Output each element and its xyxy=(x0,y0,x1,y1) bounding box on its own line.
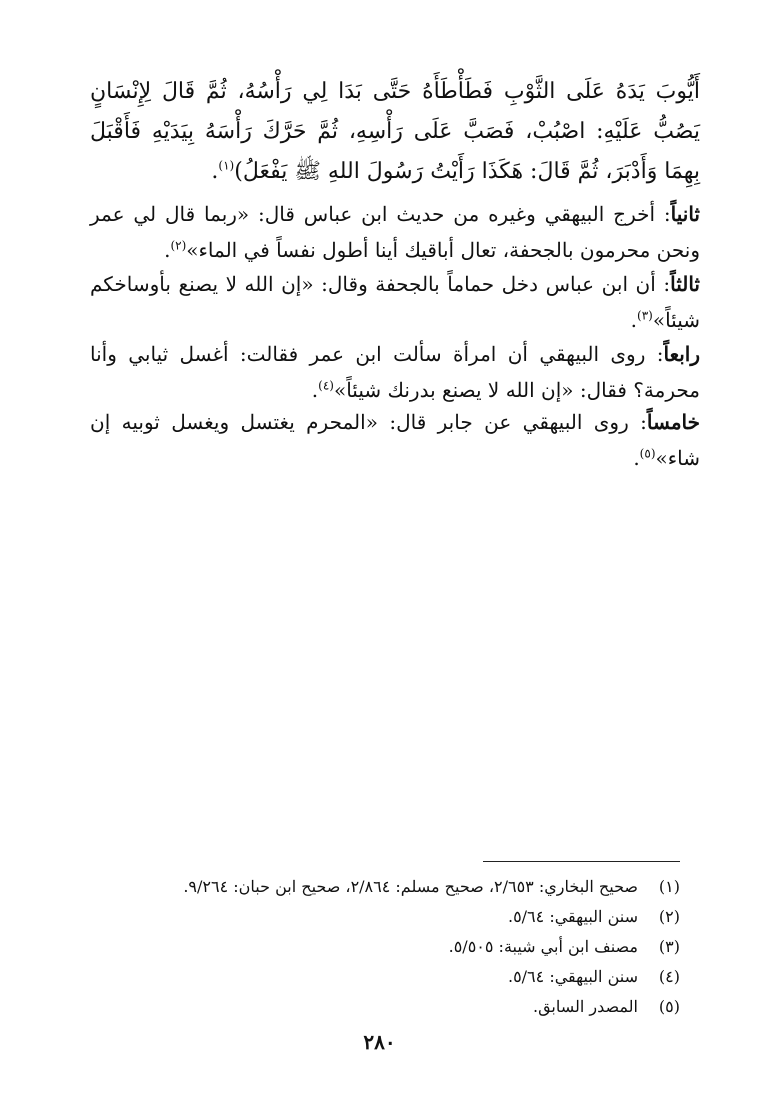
footnote-divider xyxy=(483,861,680,862)
paragraph-lead: ثالثاً xyxy=(670,272,700,296)
paragraph-end: . xyxy=(633,446,640,470)
paragraph-end: . xyxy=(164,238,171,262)
footnote-number: (٤) xyxy=(658,967,680,986)
hadith-text xyxy=(90,72,700,192)
footnotes-list xyxy=(90,872,680,1022)
paragraph-lead: ثانياً xyxy=(670,202,700,226)
paragraph-fifth xyxy=(90,404,700,476)
footnote-text: المصدر السابق. xyxy=(532,997,638,1016)
hadith-end: . xyxy=(211,159,219,184)
paragraph-text: : روى البيهقي عن جابر قال: «المحرم يغتسل ويغسل ثوبيه إن شاء» xyxy=(90,410,700,470)
paragraph-text: : روى البيهقي أن امرأة سألت ابن عمر فقالت: أغسل ثيابي وأنا محرمة؟ فقال: «إن الله لا يصنع بدرنك شيئاً» xyxy=(90,342,700,402)
footnote-ref-2: (٢) xyxy=(170,238,187,253)
footnote-ref-3: (٣) xyxy=(637,308,653,323)
footnote-item xyxy=(90,962,680,992)
footnote-text: مصنف ابن أبي شيبة: ٥/٥٠٥. xyxy=(448,937,638,956)
footnote-number: (٣) xyxy=(658,937,680,956)
hadith-body: أَيُّوبَ يَدَهُ عَلَى الثَّوْبِ فَطَأْطَأَهُ حَتَّى بَدَا لِي رَأْسُهُ، ثُمَّ قَالَ لِإِنْسَانٍ يَصُبُّ عَلَيْهِ: اصْبُبْ، فَصَبَّ عَلَى رَأْسِهِ، ثُمَّ حَرَّكَ رَأْسَهُ بِيَدَيْهِ فَأَقْبَلَ بِهِمَا وَأَدْبَرَ، ثُمَّ قَالَ: هَكَذَا رَأَيْتُ رَسُولَ اللهِ ﷺ يَفْعَلُ) xyxy=(90,79,700,184)
footnote-text: سنن البيهقي: ٥/٦٤. xyxy=(507,967,638,986)
footnote-ref-1: (١) xyxy=(218,158,235,173)
footnote-number: (٥) xyxy=(658,997,680,1016)
footnote-item xyxy=(90,992,680,1022)
footnote-item xyxy=(90,932,680,962)
footnote-ref-4: (٤) xyxy=(318,378,334,393)
paragraph-text: : أن ابن عباس دخل حماماً بالجحفة وقال: «إن الله لا يصنع بأوساخكم شيئاً» xyxy=(90,272,700,332)
paragraph-lead: رابعاً xyxy=(663,342,700,366)
footnote-text: سنن البيهقي: ٥/٦٤. xyxy=(507,907,638,926)
paragraph-lead: خامساً xyxy=(646,410,700,434)
paragraph-fourth xyxy=(90,336,700,408)
paragraph-end: . xyxy=(630,308,637,332)
paragraph-third xyxy=(90,266,700,338)
footnote-item xyxy=(90,872,680,902)
paragraph-second xyxy=(90,196,700,268)
paragraph-text: : أخرج البيهقي وغيره من حديث ابن عباس قال: «ربما قال لي عمر ونحن محرمون بالجحفة، تعال أباقيك أينا أطول نفساً في الماء» xyxy=(90,202,700,262)
page-number: ٢٨٠ xyxy=(363,1030,396,1054)
footnote-ref-5: (٥) xyxy=(639,446,656,461)
paragraph-end: . xyxy=(311,378,319,402)
footnote-text: صحيح البخاري: ٢/٦٥٣، صحيح مسلم: ٢/٨٦٤، صحيح ابن حبان: ٩/٢٦٤. xyxy=(183,877,638,896)
footnote-item xyxy=(90,902,680,932)
footnote-number: (١) xyxy=(658,877,680,896)
footnote-number: (٢) xyxy=(658,907,680,926)
